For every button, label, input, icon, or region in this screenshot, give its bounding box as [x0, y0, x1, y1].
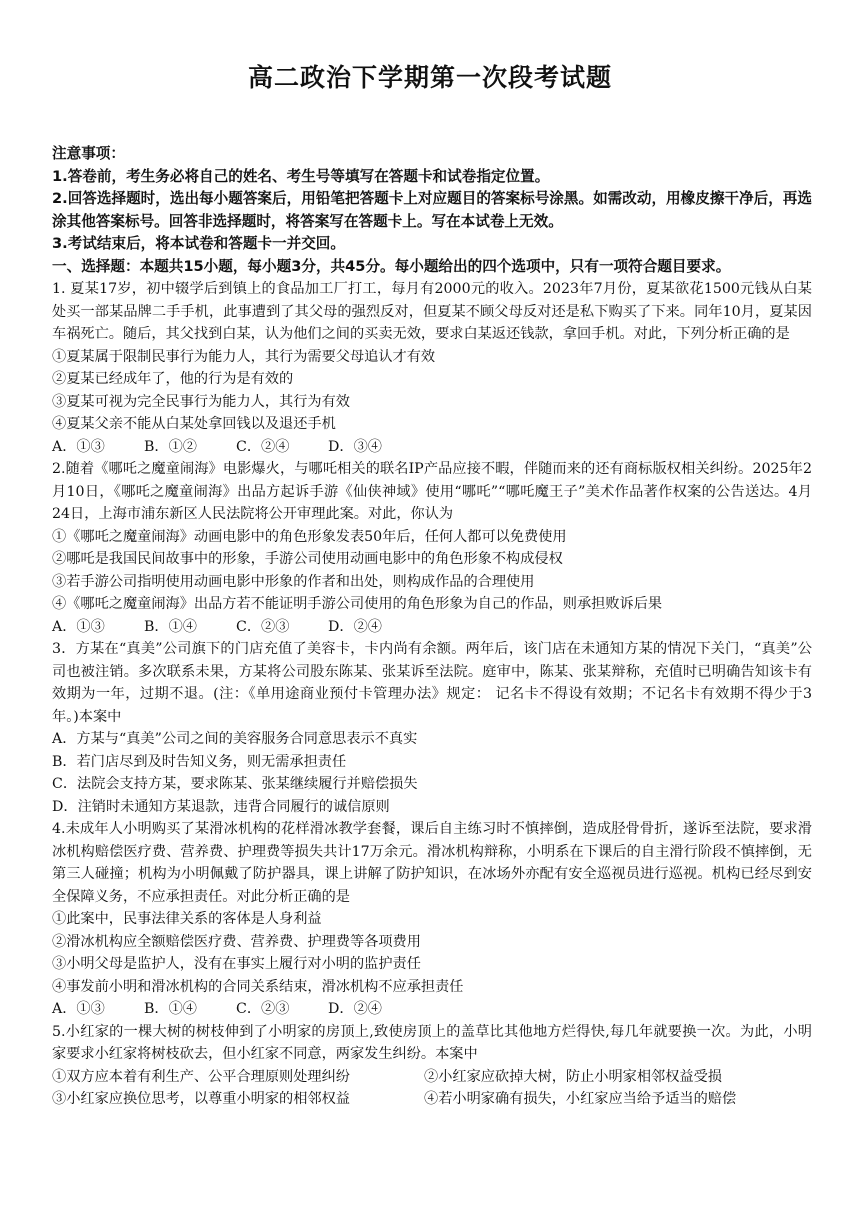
- question-4-stem: 4.未成年人小明购买了某滑冰机构的花样滑冰教学套餐，课后自主练习时不慎摔倒，造成胫骨骨折，遂诉至法院，要求滑冰机构赔偿医疗费、营养费、护理费等损失共计17万余元。滑冰机构辩称，小明系在下课后的自主滑行阶段不慎摔倒，无第三人碰撞；机构为小明佩戴了防护器具，课上讲解了防护知识，在冰场外亦配有安全巡视员进行巡视。机构已经尽到安全保障义务，不应承担责任。对此分析正确的是: [52, 821, 812, 905]
- option-a: A．①③: [52, 618, 105, 635]
- notice-item: 2.回答选择题时，选出每小题答案后，用铅笔把答题卡上对应题目的答案标号涂黑。如需改动，用橡皮擦干净后，再选涂其他答案标号。回答非选择题时，将答案写在答题卡上。写在本试卷上无效。: [52, 190, 812, 230]
- question-1-statement: ③夏某可视为完全民事行为能力人，其行为有效: [52, 393, 350, 410]
- option-b: B．①④: [144, 618, 197, 635]
- question-5-statement: ①双方应本着有利生产、公平合理原则处理纠纷: [52, 1068, 350, 1085]
- option-b: B．①②: [144, 438, 197, 455]
- question-4-statement: ③小明父母是监护人，没有在事实上履行对小明的监护责任: [52, 956, 421, 972]
- question-2-statement: ②哪吒是我国民间故事中的形象，手游公司使用动画电影中的角色形象不构成侵权: [52, 551, 563, 567]
- option-d: D．③④: [328, 438, 382, 455]
- question-5-statement: ③小红家应换位思考，以尊重小明家的相邻权益: [52, 1091, 350, 1107]
- question-4-statement: ④事发前小明和滑冰机构的合同关系结束，滑冰机构不应承担责任: [52, 978, 464, 995]
- notice-item: 1.答卷前，考生务必将自己的姓名、考生号等填写在答题卡和试卷指定位置。: [52, 167, 550, 185]
- question-3-choice: C．法院会支持方某，要求陈某、张某继续履行并赔偿损失: [52, 776, 418, 792]
- question-3-choice: B．若门店尽到及时告知义务，则无需承担责任: [52, 753, 347, 770]
- question-3-stem: 3．方某在“真美”公司旗下的门店充值了美容卡，卡内尚有余额。两年后，该门店在未通知方某的情况下关门，“真美”公司也被注销。多次联系未果，方某将公司股东陈某、张某诉至法院。庭审中，陈某、张某辩称，充值时已明确告知该卡有效期为一年，过期不退。(注：《单用途商业预付卡管理办法》规定： 记名卡不得设有效期；不记名卡有效期不得少于3年。)本案中: [52, 641, 812, 725]
- option-b: B．①④: [144, 1001, 197, 1017]
- question-5-statement: ②小红家应砍掉大树，防止小明家相邻权益受损: [424, 1068, 722, 1085]
- option-a: A．①③: [52, 438, 105, 455]
- option-a: A．①③: [52, 1001, 105, 1017]
- question-2-options: [52, 616, 812, 639]
- question-1-options: [52, 436, 812, 459]
- option-c: C．②④: [236, 438, 290, 455]
- question-1-statement: ④夏某父亲不能从白某处拿回钱以及退还手机: [52, 416, 336, 432]
- notice-heading: 注意事项：: [52, 145, 125, 162]
- question-5-statement-row: [52, 1066, 812, 1089]
- question-1-statement: ②夏某已经成年了，他的行为是有效的: [52, 371, 294, 387]
- question-4-options: [52, 998, 812, 1021]
- question-2-statement: ①《哪吒之魔童闹海》动画电影中的角色形象发表50年后，任何人都可以免费使用: [52, 528, 567, 545]
- question-5-statement: ④若小明家确有损失，小红家应当给予适当的赔偿: [424, 1091, 737, 1107]
- question-3-choice: D．注销时未通知方某退款，违背合同履行的诚信原则: [52, 798, 390, 815]
- option-c: C．②③: [236, 1001, 290, 1017]
- question-5-statement-row: [52, 1088, 812, 1111]
- question-1-statement: ①夏某属于限制民事行为能力人，其行为需要父母追认才有效: [52, 348, 436, 365]
- exam-content: [52, 143, 812, 1111]
- option-d: D．②④: [328, 618, 382, 635]
- option-c: C．②③: [236, 618, 290, 635]
- option-d: D．②④: [328, 1001, 382, 1017]
- question-2-stem: 2.随着《哪吒之魔童闹海》电影爆火，与哪吒相关的联名IP产品应接不暇，伴随而来的还有商标版权相关纠纷。2025年2月10日，《哪吒之魔童闹海》出品方起诉手游《仙侠神域》使用“哪吒”“哪吒魔王子”美术作品著作权案的公告送达。4月24日，上海市浦东新区人民法院将公开审理此案。对此，你认为: [52, 461, 812, 522]
- question-5-stem: 5.小红家的一棵大树的树枝伸到了小明家的房顶上,致使房顶上的盖草比其他地方烂得快,每几年就要换一次。为此，小明家要求小红家将树枝砍去，但小红家不同意，两家发生纠纷。本案中: [52, 1023, 812, 1062]
- question-4-statement: ②滑冰机构应全额赔偿医疗费、营养费、护理费等各项费用: [52, 933, 421, 950]
- page-title: 高二政治下学期第一次段考试题: [247, 63, 612, 92]
- question-3-choice: A．方某与“真美”公司之间的美容服务合同意思表示不真实: [52, 731, 418, 747]
- question-1-stem: 1. 夏某17岁，初中辍学后到镇上的食品加工厂打工，每月有2000元的收入。2023年7月份，夏某欲花1500元钱从白某处买一部某品牌二手手机，此事遭到了其父母的强烈反对，但夏某不顾父母反对还是私下购买了下来。同年10月，夏某因车祸死亡。随后，其父找到白某，认为他们之间的买卖无效，要求白某返还钱款，拿回手机。对此，下列分析正确的是: [52, 281, 812, 342]
- question-2-statement: ③若手游公司指明使用动画电影中形象的作者和出处，则构成作品的合理使用: [52, 573, 535, 590]
- section-heading: 一、选择题：本题共15小题，每小题3分，共45分。每小题给出的四个选项中，只有一项符合题目要求。: [52, 257, 731, 275]
- notice-item: 3.考试结束后，将本试卷和答题卡一并交回。: [52, 235, 345, 252]
- question-2-statement: ④《哪吒之魔童闹海》出品方若不能证明手游公司使用的角色形象为自己的作品，则承担败诉后果: [52, 596, 663, 612]
- question-4-statement: ①此案中，民事法律关系的客体是人身利益: [52, 911, 322, 927]
